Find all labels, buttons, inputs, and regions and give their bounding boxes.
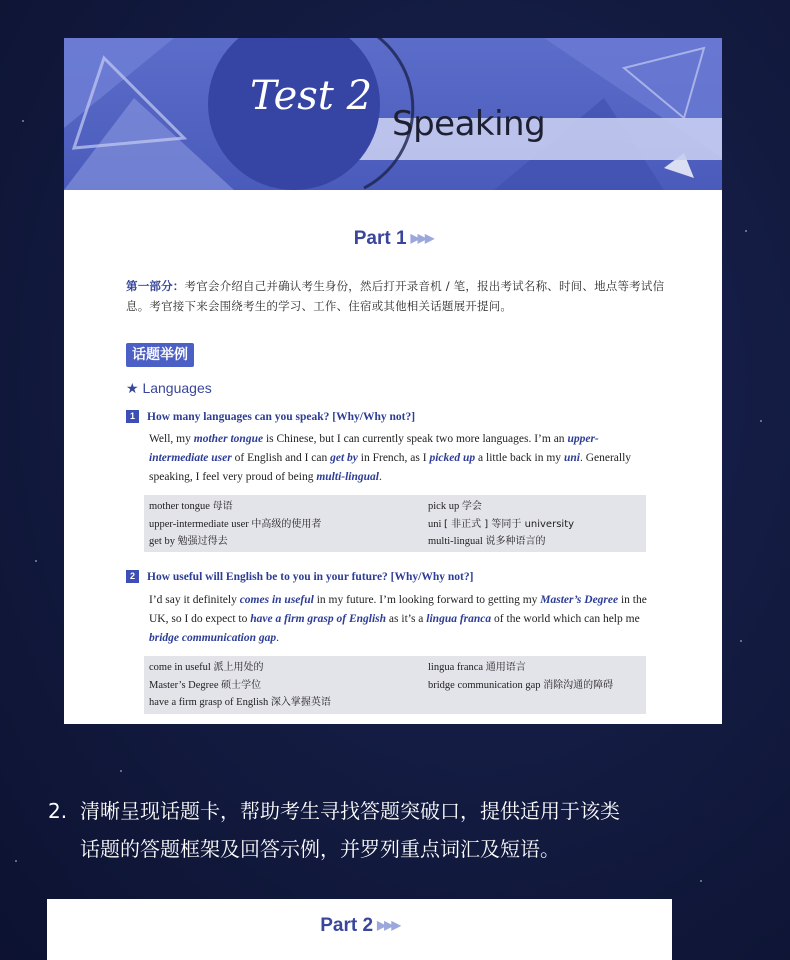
vocab-item — [428, 533, 574, 551]
question-number-badge: 2 — [126, 570, 139, 583]
book-page-2 — [47, 899, 672, 960]
vocab-translation: 深入掌握英语 — [270, 697, 331, 708]
answer-text: as it’s a — [386, 613, 427, 625]
vocab-item — [149, 533, 321, 551]
vocab-item — [428, 677, 613, 695]
question-number-badge: 1 — [126, 410, 139, 423]
background-star — [700, 880, 702, 882]
topic-badge: 话题举例 — [126, 343, 194, 367]
answer-text: in French, as I — [357, 452, 430, 464]
question-1 — [126, 410, 415, 423]
answer-text: of the world which can help me — [491, 613, 640, 625]
key-phrase: upper-intermediate user — [149, 433, 599, 464]
key-phrase: picked up — [429, 452, 476, 464]
test-title: Test 2 — [250, 73, 373, 119]
key-phrase: comes in useful — [239, 594, 314, 606]
answer-text: in the UK, so I do expect to — [149, 594, 647, 625]
topic-title: ★ Languages — [126, 380, 212, 396]
background-star — [760, 420, 762, 422]
background-star — [745, 230, 747, 232]
vocab-term: lingua franca — [428, 662, 486, 673]
section-title: Speaking — [392, 104, 546, 144]
vocab-translation: 派上用处的 — [213, 662, 264, 673]
intro-paragraph — [126, 276, 666, 316]
vocab-translation: 勉强过得去 — [177, 536, 228, 547]
vocab-box-1 — [144, 495, 646, 552]
vocab-translation: 说多种语言的 — [485, 536, 546, 547]
vocab-term: bridge communication gap — [428, 679, 544, 691]
vocab-column-right — [428, 659, 613, 694]
vocab-item — [149, 659, 331, 677]
vocab-term: have a firm grasp of English — [149, 697, 271, 708]
vocab-translation: 通用语言 — [485, 662, 526, 673]
answer-text: . — [378, 471, 382, 483]
vocab-term: pick up — [428, 501, 462, 512]
vocab-term: come in useful — [149, 662, 214, 673]
question-text: How useful will English be to you in your future? [Why/Why not?] — [147, 571, 474, 583]
triple-arrow-icon: ▶▶▶ — [377, 918, 399, 932]
intro-lead: 第一部分： — [126, 279, 185, 293]
part1-label: Part 1 — [353, 228, 407, 249]
vocab-translation: 硕士学位 — [221, 679, 262, 691]
vocab-item — [149, 498, 321, 516]
background-star — [35, 560, 37, 562]
key-phrase: lingua franca — [426, 613, 492, 625]
vocab-item — [149, 516, 321, 534]
vocab-translation: [ 非正式 ] 等同于 university — [444, 518, 575, 530]
answer-text: a little back in my — [475, 452, 564, 464]
vocab-column-left — [149, 498, 321, 551]
background-star — [120, 770, 122, 772]
answer-text: is Chinese, but I can currently speak two more languages. I’m an — [263, 433, 568, 445]
caption-number: 2. — [48, 799, 68, 823]
answer-text: of English and I can — [231, 452, 331, 464]
part2-label: Part 2 — [320, 915, 374, 936]
caption-text-2: 话题的答题框架及回答示例，并罗列重点词汇及短语。 — [80, 837, 560, 861]
part2-heading — [47, 915, 672, 937]
background-star — [740, 640, 742, 642]
key-phrase: mother tongue — [193, 433, 264, 445]
key-phrase: have a firm grasp of English — [250, 613, 387, 625]
background-star — [22, 120, 24, 122]
answer-text: . — [276, 632, 280, 644]
vocab-item — [149, 694, 331, 712]
vocab-box-2 — [144, 656, 646, 714]
vocab-translation: 母语 — [212, 501, 233, 512]
answer-text: in my future. I’m looking forward to getting my — [313, 594, 541, 606]
feature-caption — [48, 792, 748, 868]
vocab-translation: 中高级的使用者 — [251, 518, 322, 530]
book-page — [64, 38, 722, 724]
vocab-term: multi-lingual — [428, 536, 486, 547]
question-2 — [126, 570, 473, 583]
answer-text: I’d say it definitely — [149, 594, 240, 606]
caption-line-1 — [48, 792, 748, 830]
vocab-term: Master’s Degree — [149, 679, 222, 691]
vocab-term: uni — [428, 518, 445, 530]
vocab-column-right — [428, 498, 574, 551]
background-star — [15, 860, 17, 862]
question-text: How many languages can you speak? [Why/Why not?] — [147, 411, 416, 423]
vocab-item — [428, 498, 574, 516]
key-phrase: multi-lingual — [316, 471, 379, 483]
triple-arrow-icon: ▶▶▶ — [410, 231, 433, 245]
answer-2 — [149, 591, 647, 648]
vocab-term: get by — [149, 536, 178, 547]
answer-text: . Generally speaking, I feel very proud of being — [149, 452, 632, 483]
vocab-item — [428, 516, 574, 534]
part1-heading — [64, 228, 722, 250]
vocab-term: upper-intermediate user — [149, 518, 252, 530]
vocab-term: mother tongue — [149, 501, 213, 512]
vocab-column-left — [149, 659, 331, 712]
key-phrase: bridge communication gap — [149, 632, 277, 644]
key-phrase: get by — [330, 452, 358, 464]
intro-text: 考官会介绍自己并确认考生身份，然后打开录音机 / 笔，报出考试名称、时间、地点等考试信息。考官接下来会围绕考生的学习、工作、住宿或其他相关话题展开提问。 — [126, 279, 665, 313]
vocab-item — [149, 677, 331, 695]
answer-text: Well, my — [149, 433, 194, 445]
vocab-item — [428, 659, 613, 677]
key-phrase: Master’s Degree — [540, 594, 619, 606]
vocab-translation: 消除沟通的障碍 — [543, 679, 614, 691]
vocab-translation: 学会 — [461, 501, 482, 512]
key-phrase: uni — [563, 452, 580, 464]
answer-1 — [149, 430, 647, 487]
caption-text-1: 清晰呈现话题卡，帮助考生寻找答题突破口，提供适用于该类 — [80, 799, 620, 823]
title-banner — [64, 38, 722, 190]
